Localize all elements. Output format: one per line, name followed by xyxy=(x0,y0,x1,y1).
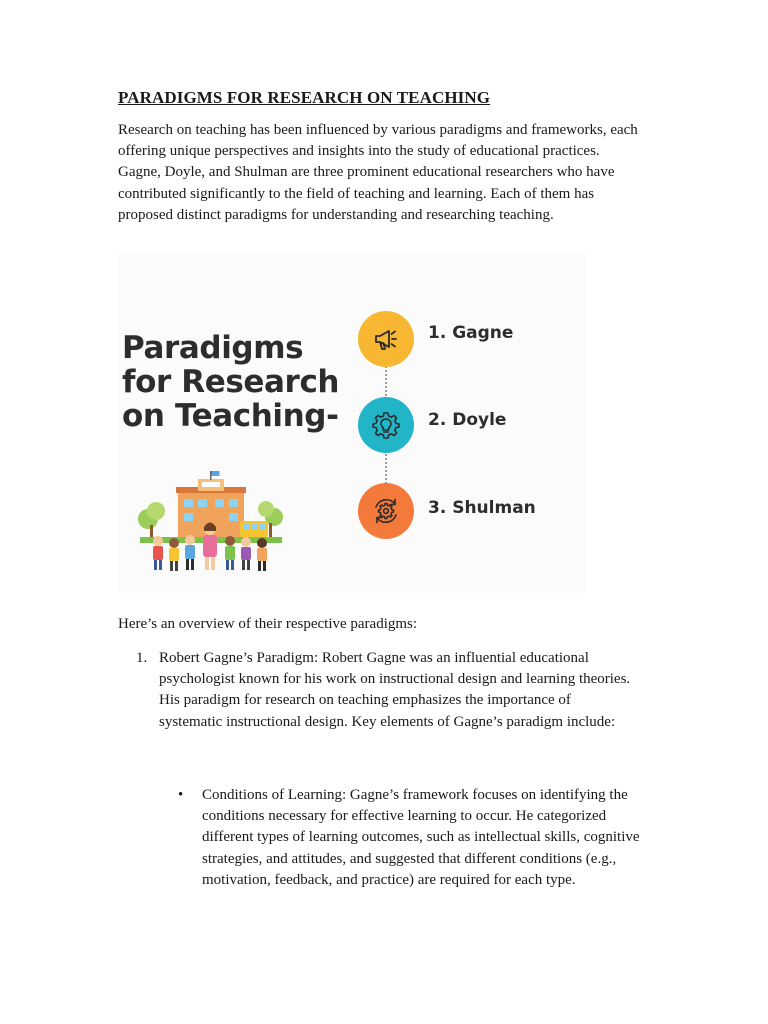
infographic-title-line: for Research xyxy=(122,364,340,400)
bullet-marker: • xyxy=(178,787,184,803)
overview-intro: Here’s an overview of their respective paradigms: xyxy=(118,616,418,632)
gear-cycle-icon xyxy=(371,496,401,526)
intro-paragraph: Research on teaching has been influenced by various paradigms and frameworks, each offering unique perspectives and insights into the study of educational practices. Gagne, Doyle, and Shulman are three prominent educational researchers who have contributed significantly to the field of teaching and learning. Each of them has proposed distinct paradigms for understanding and researching teaching. xyxy=(118,122,638,223)
step-1-label: 1. Gagne xyxy=(428,323,514,343)
page-title: PARADIGMS FOR RESEARCH ON TEACHING xyxy=(118,88,491,107)
bullet-item-text: Conditions of Learning: Gagne’s framework focuses on identifying the conditions necessary for effective learning to occur. He categorized different types of learning outcomes, such as intellectual skills, cognitive strategies, and attitudes, and suggested that different conditions (e.g., motivation, feedback, and practice) are required for each type. xyxy=(202,787,640,888)
step-3-circle xyxy=(358,483,414,539)
gear-lightbulb-icon xyxy=(371,410,401,440)
infographic-title xyxy=(122,331,339,433)
infographic-title-line: Paradigms xyxy=(122,330,304,366)
megaphone-icon xyxy=(371,324,401,354)
step-1-circle xyxy=(358,311,414,367)
list-item-text: Robert Gagne’s Paradigm: Robert Gagne was an influential educational psychologist known for his work on instructional design and learning theories. His paradigm for research on teaching emphasizes the importance of systematic instructional design. Key elements of Gagne’s paradigm include: xyxy=(159,650,631,730)
step-3-label: 3. Shulman xyxy=(428,498,536,518)
school-children-teacher-illustration xyxy=(136,471,286,576)
infographic xyxy=(118,253,586,593)
step-2-label: 2. Doyle xyxy=(428,410,507,430)
list-number: 1. xyxy=(136,650,148,666)
step-2-circle xyxy=(358,397,414,453)
infographic-title-line: on Teaching- xyxy=(122,398,339,434)
